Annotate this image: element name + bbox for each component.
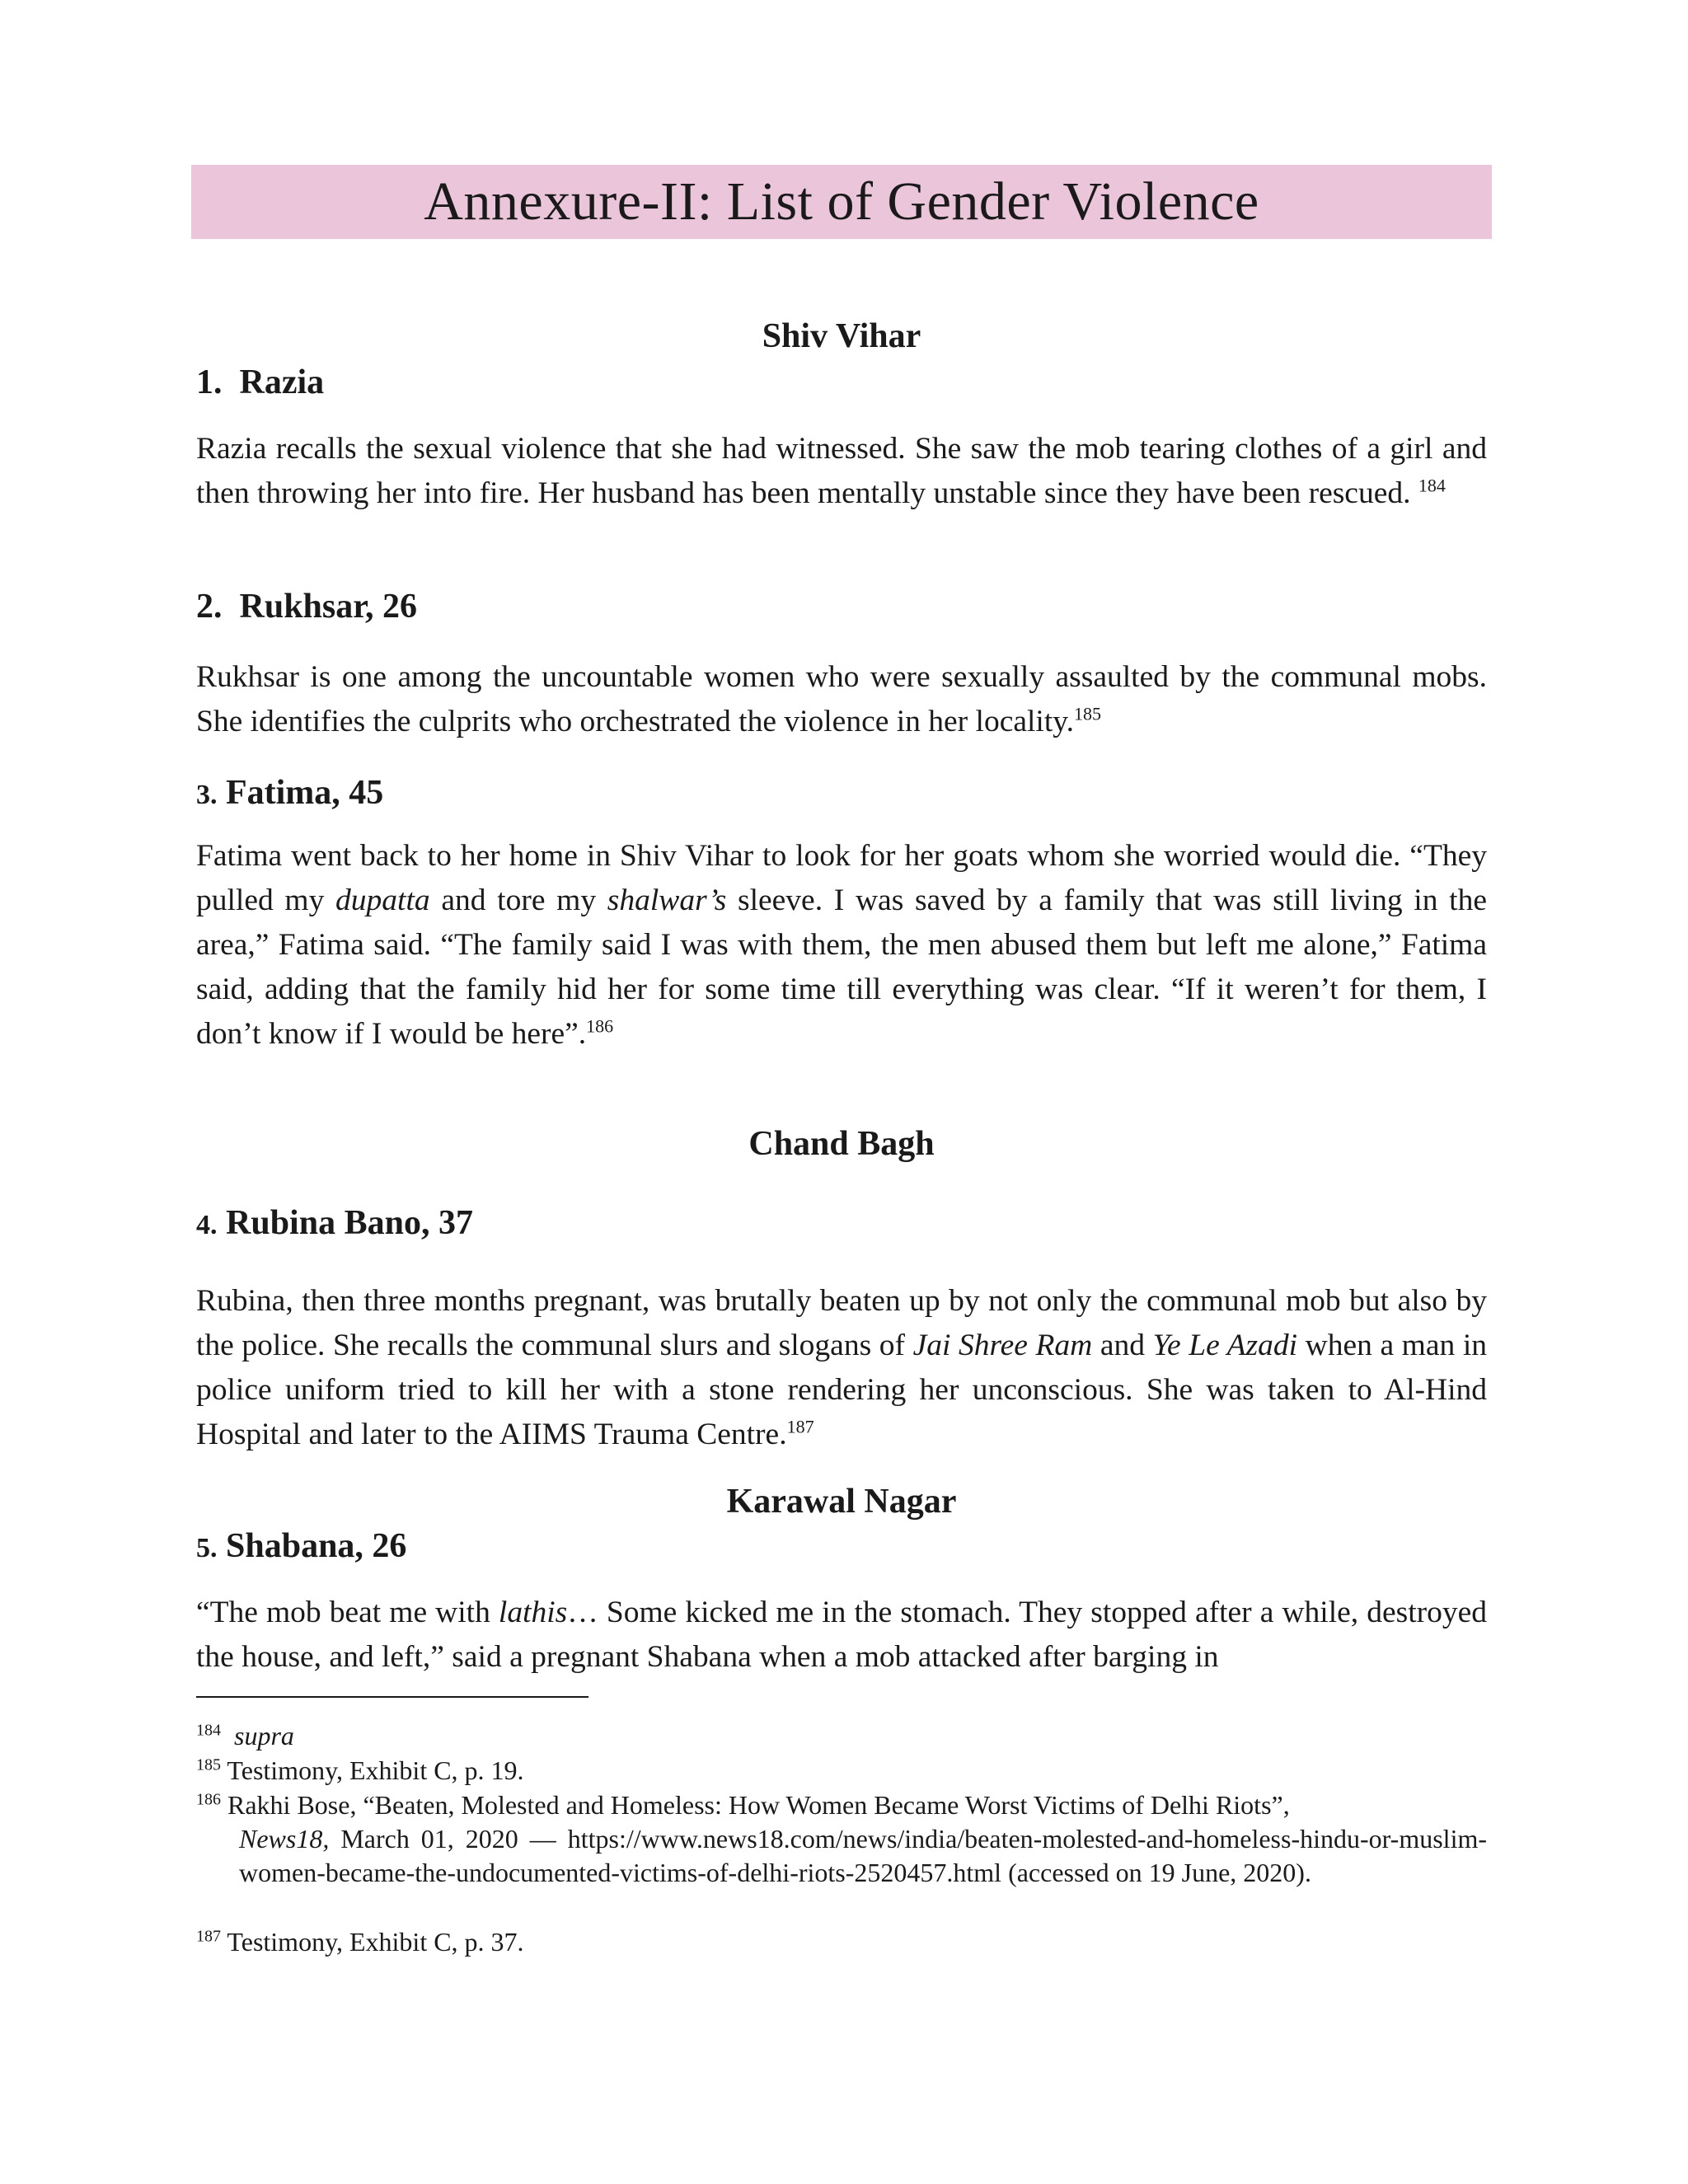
footnote-continuation: News18, March 01, 2020 — https://www.news18.com/news/india/beaten-molested-and-homeless-hindu-or-muslim-women-became-the-undocumented-victims-of-delhi-riots-2520457.html (accessed on 19 June, 2020). [239,1824,1487,1887]
entry-number: 1. [196,363,223,401]
entry-paragraph-3: Fatima went back to her home in Shiv Vihar to look for her goats whom she worried would die. “They pulled my dupatta and tore my shalwar’s sleeve. I was saved by a family that was still living in the area,” Fatima said. “The family said I was with them, the men abused them but left me alone,” Fatima said, adding that the family hid her for some time till everything was clear. “If it weren’t for them, I don’t know if I would be here”.$^{186}$ [196,839,1487,1051]
entry-name: Rubina Bano, 37 [226,1204,473,1242]
entry-paragraph-5: “The mob beat me with lathis… Some kicked me in the stomach. They stopped after a while, destroyed the house, and left,” said a pregnant Shabana when a mob attacked after barging in [196,1596,1487,1674]
footnote-ref: 186 [586,1015,614,1037]
footnote-number: 186 [196,1790,221,1809]
footnote-185: $^{185}$ Testimony, Exhibit C, p. 19. [196,1755,524,1785]
entry-heading-2 [196,587,417,626]
entry-name: Shabana, 26 [226,1527,407,1565]
footnote-number: 187 [196,1927,221,1946]
entry-heading-5 [196,1526,406,1566]
footnote-186: $^{186}$ Rakhi Bose, “Beaten, Molested and Homeless: How Women Became Worst Victims of Delhi Riots”, News18, March 01, 2020 — https://www.news18.com/news/india/beaten-molested-and-homeless-hindu-or-muslim-women-became-the-undocumented-victims-of-delhi-riots-2520457.html (accessed on 19 June, 2020). [196,1788,1487,1890]
footnote-ref: 187 [786,1416,814,1437]
entry-name: Rukhsar, 26 [239,588,418,626]
footnote-divider [196,1696,588,1698]
region-heading-shiv-vihar: Shiv Vihar [762,317,921,355]
region-heading-karawal-nagar: Karawal Nagar [726,1483,957,1521]
region-heading-chand-bagh: Chand Bagh [748,1125,935,1163]
footnote-number: 185 [196,1755,221,1774]
footnote-184: $^{184}$ supra [196,1721,294,1750]
entry-number: 2. [196,588,223,626]
entry-heading-3 [196,773,383,813]
entry-number: 4. [196,1210,218,1240]
entry-number: 3. [196,780,218,810]
entry-heading-1 [196,363,324,402]
entry-paragraph-2: Rukhsar is one among the uncountable women who were sexually assaulted by the communal mobs. She identifies the culprits who orchestrated the violence in her locality.$^{185}$ [196,660,1487,738]
entry-name: Razia [239,363,325,401]
footnote-number: 184 [196,1721,221,1740]
entry-paragraph-1: Razia recalls the sexual violence that she had witnessed. She saw the mob tearing clothes of a girl and then throwing her into fire. Her husband has been mentally unstable since they have been rescued. $^{184}$ [196,432,1487,510]
entry-paragraph-4: Rubina, then three months pregnant, was brutally beaten up by not only the communal mob but also by the police. She recalls the communal slurs and slogans of Jai Shree Ram and Ye Le Azadi when a man in police uniform tried to kill her with a stone rendering her unconscious. She was taken to Al-Hind Hospital and later to the AIIMS Trauma Centre.$^{187}$ [196,1284,1487,1451]
entry-heading-4 [196,1203,473,1243]
footnote-187: $^{187}$ Testimony, Exhibit C, p. 37. [196,1927,524,1957]
page-title: Annexure-II: List of Gender Violence [191,165,1492,239]
entry-name: Fatima, 45 [226,774,384,812]
entry-number: 5. [196,1533,218,1563]
footnote-ref: 184 [1418,475,1446,496]
footnote-ref: 185 [1073,703,1101,724]
